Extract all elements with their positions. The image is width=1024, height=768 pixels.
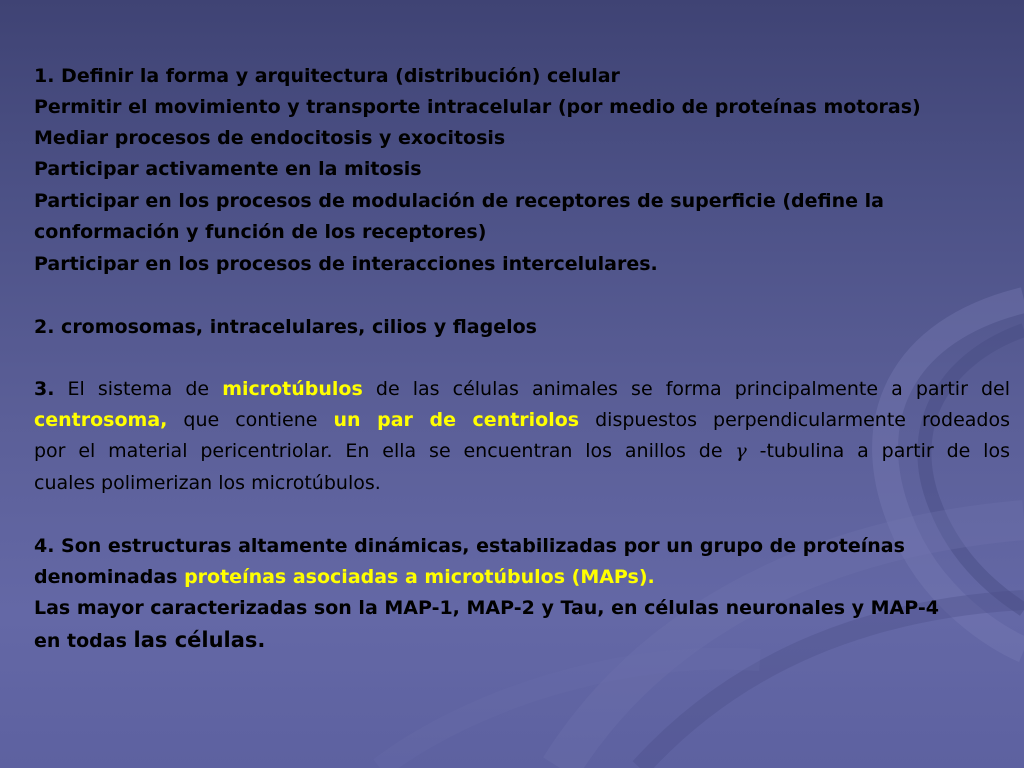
p4-line-1: 4. Son estructuras altamente dinámicas, estabilizadas por un grupo de proteínas (34, 535, 905, 557)
p3-number: 3. (34, 378, 55, 400)
p4-text-denominadas: denominadas (34, 566, 185, 588)
p3-line-4: cuales polimerizan los microtúbulos. (34, 472, 381, 494)
p3-highlight-centrosoma: centrosoma, (34, 409, 168, 431)
p1-line-4: Participar activamente en la mitosis (34, 158, 422, 180)
p3-text-c1: por el material pericentriolar. En ella se encuentran los anillos de (34, 440, 736, 462)
p3-text-b4: dispuestos perpendicularmente rodeados (579, 409, 1010, 431)
p1-line-5: Participar en los procesos de modulación de receptores de superficie (define la (34, 190, 884, 212)
p3-highlight-centriolos: un par de centriolos (333, 409, 580, 431)
p1-line-3: Mediar procesos de endocitosis y exocitosis (34, 127, 506, 149)
p4-line-3: Las mayor caracterizadas son la MAP-1, MAP-2 y Tau, en células neuronales y MAP-4 (34, 597, 939, 619)
p1-line-2: Permitir el movimiento y transporte intracelular (por medio de proteínas motoras) (34, 96, 921, 118)
p3-text-c2: -tubulina a partir de los (746, 440, 1010, 462)
p4-text-en-todas: en todas (34, 630, 134, 652)
p4-text-las-celulas: las células. (133, 628, 266, 652)
p3-line-2 (34, 408, 1010, 432)
p4-highlight-maps: proteínas asociadas a microtúbulos (MAPs). (184, 566, 655, 588)
p3-highlight-microtubulos: microtúbulos (222, 378, 363, 400)
p1-line-1: 1. Definir la forma y arquitectura (distribución) celular (34, 65, 620, 87)
p3-line-3 (34, 439, 1010, 463)
p3-text-b2: que contiene (167, 409, 334, 431)
p3-text-a1: El sistema de (54, 378, 223, 400)
p4-line-4 (34, 628, 265, 653)
p1-line-7: Participar en los procesos de interacciones intercelulares. (34, 253, 658, 275)
p2-line-1: 2. cromosomas, intracelulares, cilios y flagelos (34, 316, 537, 338)
p1-line-6: conformación y función de los receptores) (34, 221, 487, 243)
gamma-symbol: γ (735, 440, 747, 462)
p3-line-1 (34, 377, 1010, 401)
p4-line-2 (34, 565, 655, 589)
p3-text-a3: de las células animales se forma principalmente a partir del (362, 378, 1010, 400)
